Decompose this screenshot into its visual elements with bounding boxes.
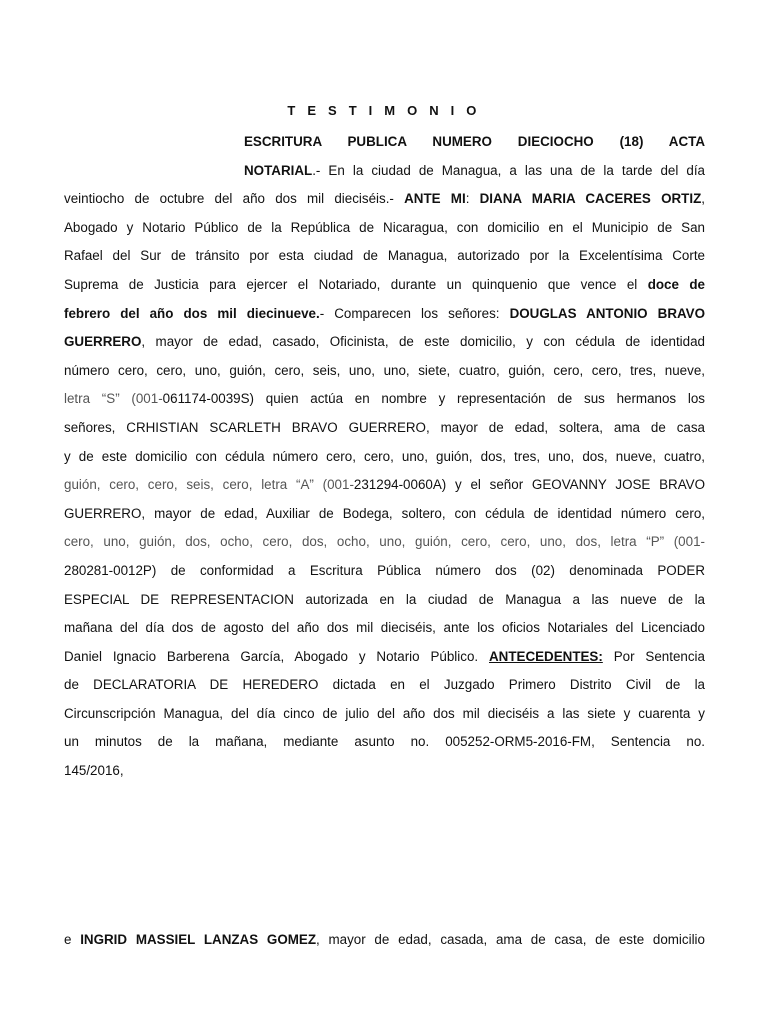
text-segment: mañana del día dos de agosto del año dos mil dieciséis, ante los oficios Notariales del Licenciado bbox=[64, 620, 705, 636]
text-segment: Por Sentencia bbox=[602, 648, 705, 664]
text-line bbox=[64, 300, 705, 329]
bold-text: GUERRERO bbox=[64, 334, 142, 350]
bold-text: ANTECEDENTES: bbox=[489, 648, 603, 664]
text-line bbox=[244, 157, 705, 186]
text-segment: Daniel Ignacio Barberena García, Abogado y Notario Público. bbox=[64, 648, 489, 664]
text-line bbox=[64, 214, 705, 243]
text-segment: Abogado y Notario Público de la República de Nicaragua, con domicilio en el Municipio de San bbox=[64, 219, 705, 235]
bold-text: doce de bbox=[647, 276, 705, 292]
text-line bbox=[64, 242, 705, 271]
text-line bbox=[64, 385, 705, 414]
text-line bbox=[64, 757, 705, 786]
text-line bbox=[64, 586, 705, 615]
bold-text: ESCRITURA PUBLICA NUMERO DIECIOCHO (18) ACTA bbox=[244, 134, 705, 149]
text-segment: 145/2016, bbox=[64, 763, 124, 779]
bold-text: ANTE MI bbox=[404, 191, 466, 207]
text-segment: Circunscripción Managua, del día cinco de julio del año dos mil dieciséis a las siete y cuarenta y bbox=[64, 705, 705, 721]
bold-text: DOUGLAS ANTONIO BRAVO bbox=[509, 305, 705, 321]
text-segment: - Comparecen los señores: bbox=[319, 305, 510, 321]
text-segment: 231294-0060A) y el señor GEOVANNY JOSE BRAVO bbox=[353, 477, 705, 493]
text-line bbox=[64, 185, 705, 214]
text-segment: , mayor de edad, casada, ama de casa, de este domicilio bbox=[316, 932, 705, 947]
text-segment: letra “S” (001- bbox=[64, 391, 163, 407]
text-segment: ESPECIAL DE REPRESENTACION autorizada en la ciudad de Managua a las nueve de la bbox=[64, 591, 705, 607]
text-line bbox=[64, 700, 705, 729]
text-segment: 280281-0012P) de conformidad a Escritura Pública número dos (02) denominada PODER bbox=[64, 562, 705, 578]
text-segment: cero, uno, guión, dos, ocho, cero, dos, ocho, uno, guión, cero, cero, uno, dos, letra “P” (001- bbox=[64, 534, 705, 550]
text-line bbox=[244, 128, 705, 157]
text-segment: Rafael del Sur de tránsito por esta ciudad de Managua, autorizado por la Excelentísima Corte bbox=[64, 248, 705, 264]
text-segment: y de este domicilio con cédula número cero, cero, uno, guión, dos, tres, uno, dos, nueve, cuatro, bbox=[64, 448, 705, 464]
text-line bbox=[64, 414, 705, 443]
text-segment: de DECLARATORIA DE HEREDERO dictada en el Juzgado Primero Distrito Civil de la bbox=[64, 677, 705, 693]
text-line bbox=[64, 728, 705, 757]
text-segment: veintiocho de octubre del año dos mil dieciséis.- bbox=[64, 191, 405, 207]
text-segment: : bbox=[465, 191, 480, 207]
text-segment: número cero, cero, uno, guión, cero, seis, uno, uno, siete, cuatro, guión, cero, cero, tres, nueve, bbox=[64, 362, 705, 378]
bold-text: INGRID MASSIEL LANZAS GOMEZ bbox=[80, 932, 316, 947]
bold-text: NOTARIAL bbox=[244, 162, 313, 178]
text-segment: un minutos de la mañana, mediante asunto no. 005252-ORM5-2016-FM, Sentencia no. bbox=[64, 734, 705, 750]
text-line bbox=[64, 671, 705, 700]
text-line bbox=[64, 557, 705, 586]
text-segment: , bbox=[701, 191, 705, 207]
bold-text: DIANA MARIA CACERES ORTIZ bbox=[479, 191, 702, 207]
document-footer-line bbox=[64, 926, 705, 954]
text-line bbox=[64, 271, 705, 300]
text-segment: , mayor de edad, casado, Oficinista, de este domicilio, y con cédula de identidad bbox=[141, 334, 705, 350]
text-line bbox=[64, 471, 705, 500]
text-line bbox=[64, 528, 705, 557]
text-segment: 061174-0039S) quien actúa en nombre y representación de sus hermanos los bbox=[162, 391, 705, 407]
text-segment: guión, cero, cero, seis, cero, letra “A” (001- bbox=[64, 477, 354, 493]
text-segment: Suprema de Justicia para ejercer el Notariado, durante un quinquenio que vence el bbox=[64, 276, 648, 292]
document-title: T E S T I M O N I O bbox=[287, 103, 481, 118]
text-line bbox=[64, 328, 705, 357]
text-line bbox=[64, 357, 705, 386]
text-line bbox=[64, 500, 705, 529]
text-line bbox=[64, 643, 705, 672]
text-segment: señores, CRHISTIAN SCARLETH BRAVO GUERRERO, mayor de edad, soltera, ama de casa bbox=[64, 419, 705, 435]
bold-text: febrero del año dos mil diecinueve. bbox=[64, 305, 320, 321]
text-line bbox=[64, 614, 705, 643]
document-body bbox=[64, 128, 705, 786]
text-segment: e bbox=[64, 932, 81, 947]
text-segment: .- En la ciudad de Managua, a las una de la tarde del día bbox=[312, 162, 705, 178]
text-segment: GUERRERO, mayor de edad, Auxiliar de Bodega, soltero, con cédula de identidad número cero, bbox=[64, 505, 705, 521]
text-line bbox=[64, 443, 705, 472]
